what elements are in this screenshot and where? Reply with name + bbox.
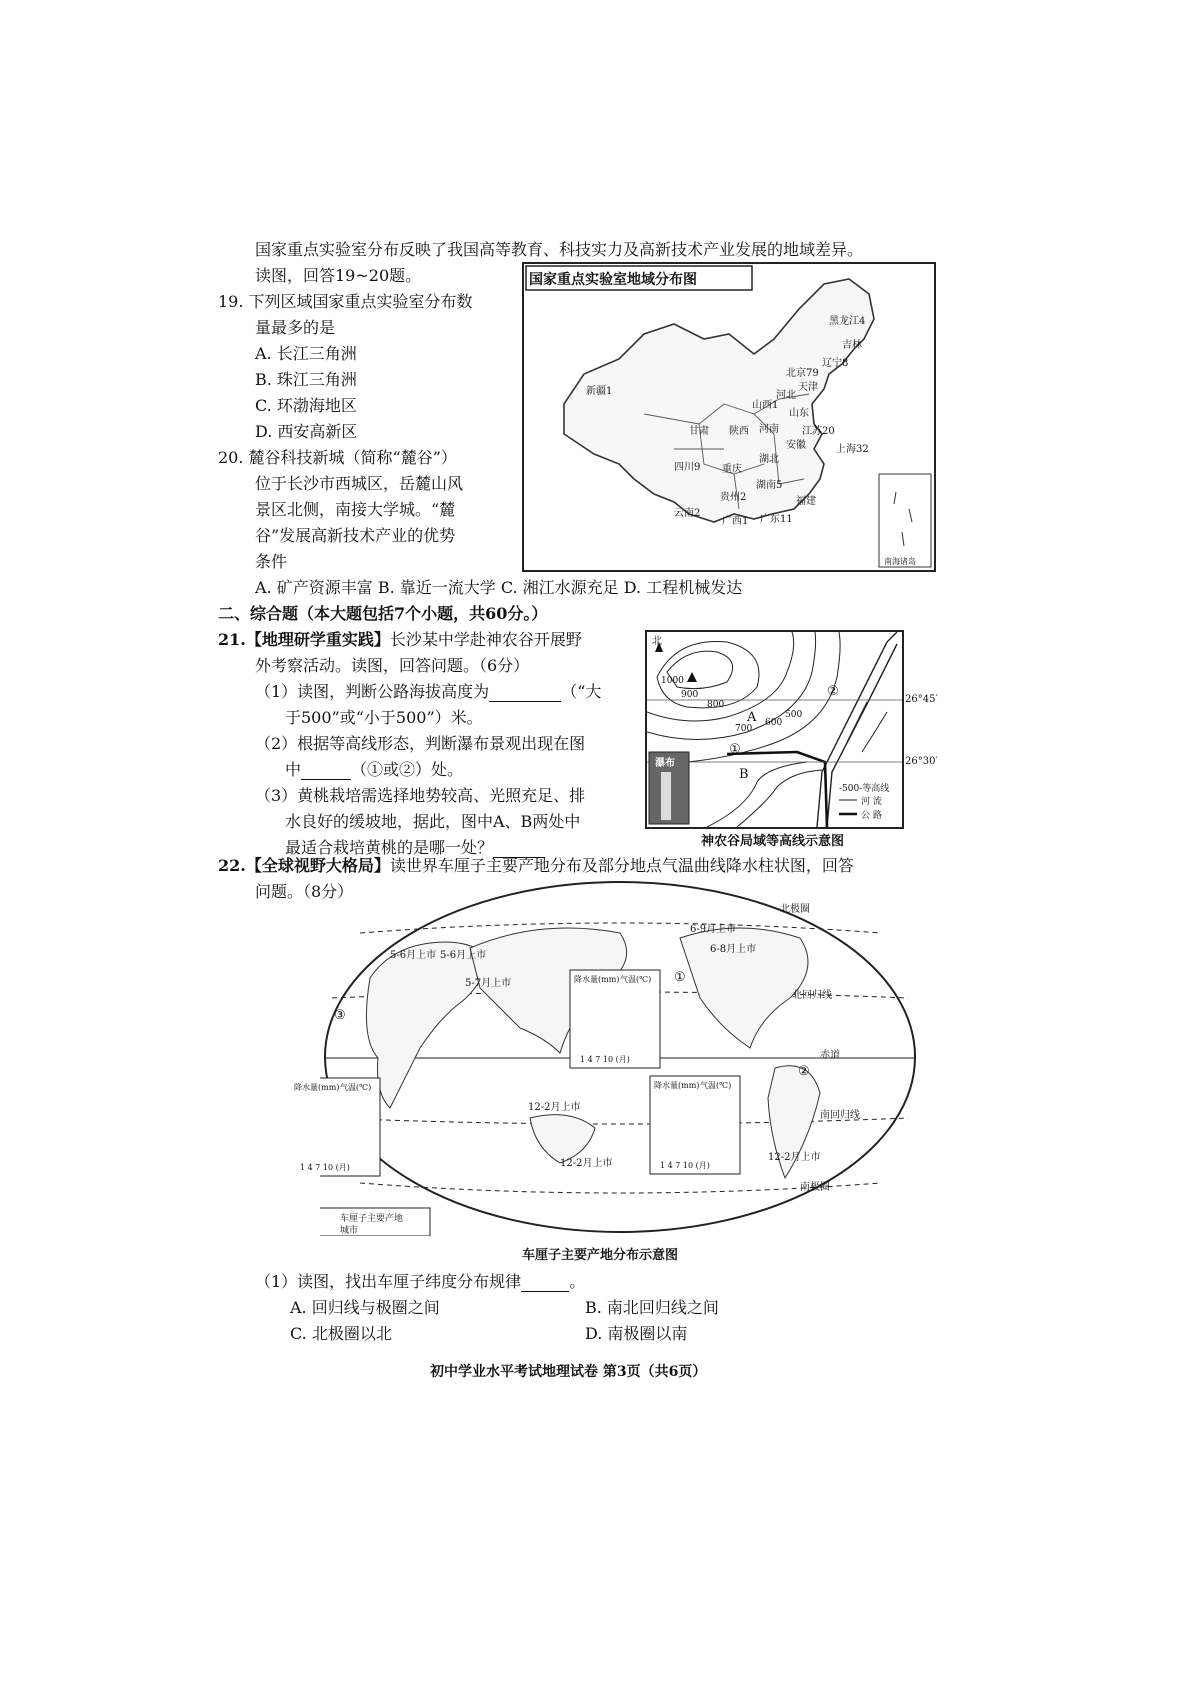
label-shaanxi: 陕西 bbox=[729, 426, 749, 437]
q22-stem-2: 问题。（8分） bbox=[255, 882, 354, 901]
legend-river: 河 流 bbox=[861, 797, 882, 807]
q20-options: A. 矿产资源丰富 B. 靠近一流大学 C. 湘江水源充足 D. 工程机械发达 bbox=[255, 578, 743, 597]
q22-sub1-text: （1）读图，找出车厘子纬度分布规律 bbox=[255, 1272, 522, 1291]
contour-600: 600 bbox=[765, 718, 783, 728]
latitude-label-2: 26°30′ bbox=[905, 756, 938, 767]
cherry-market-3: 5-7月上市 bbox=[465, 978, 512, 989]
label-shanxi: 山西1 bbox=[752, 400, 779, 411]
cherry-market-2: 5-6月上市 bbox=[440, 950, 487, 961]
label-anhui: 安徽 bbox=[786, 440, 806, 451]
point-b: B bbox=[739, 767, 749, 782]
tropic-cancer-label: 北回归线 bbox=[792, 990, 832, 1001]
label-guizhou: 贵州2 bbox=[720, 492, 747, 503]
cherry-market-5: 6-8月上市 bbox=[710, 944, 757, 955]
q21-stem-1: 长沙某中学赴神农谷开展野 bbox=[389, 630, 582, 649]
climate-1-temp-axis: 气温(℃) bbox=[620, 975, 652, 984]
label-guangdong: 广东11 bbox=[760, 514, 793, 525]
north-arrow-label: 北 bbox=[652, 636, 662, 647]
q19-stem-2: 量最多的是 bbox=[255, 318, 336, 337]
climate-1-precip-axis: 降水量(mm) bbox=[574, 975, 620, 984]
point-a: A bbox=[747, 710, 757, 725]
climate-3-months: 1 4 7 10 (月) bbox=[300, 1163, 350, 1172]
china-map-title: 国家重点实验室地域分布图 bbox=[529, 272, 697, 288]
waterfall-photo-label: 瀑布 bbox=[655, 758, 675, 769]
label-sichuan: 四川9 bbox=[674, 462, 701, 473]
contour-700: 700 bbox=[735, 724, 753, 734]
q21-sub1-line-2: 于500”或“小于500”）米。 bbox=[285, 708, 483, 727]
cherry-market-8: 12-2月上市 bbox=[768, 1152, 821, 1163]
label-jiangsu: 江苏20 bbox=[802, 426, 835, 437]
label-jilin: 吉林 bbox=[842, 340, 862, 351]
arctic-circle-label: 北极圈 bbox=[780, 904, 810, 915]
contour-500: 500 bbox=[785, 710, 803, 720]
climate-2-months: 1 4 7 10 (月) bbox=[660, 1161, 710, 1170]
q21-tag: 21.【地理研学重实践】 bbox=[218, 630, 390, 649]
cherry-market-1: 5-6月上市 bbox=[390, 950, 437, 961]
equator-label: 赤道 bbox=[820, 1050, 840, 1061]
world-map-caption: 车厘子主要产地分布示意图 bbox=[521, 1248, 678, 1263]
q22-sub1-blank[interactable] bbox=[521, 1275, 569, 1292]
q20-stem-1: 20. 麓谷科技新城（简称“麓谷”） bbox=[218, 448, 457, 467]
label-shanghai: 上海32 bbox=[836, 444, 869, 455]
cherry-market-7: 12-2月上市 bbox=[560, 1158, 613, 1169]
q19-option-a: A. 长江三角洲 bbox=[255, 344, 357, 363]
climate-2-precip-axis: 降水量(mm) bbox=[654, 1081, 700, 1090]
q22-option-a: A. 回归线与极圈之间 bbox=[290, 1298, 440, 1317]
q19-option-d: D. 西安高新区 bbox=[255, 422, 358, 441]
location-3: ③ bbox=[334, 1008, 346, 1023]
q21-sub3-line-1: （3）黄桃栽培需选择地势较高、光照充足、排 bbox=[255, 786, 586, 805]
q21-sub1-text: （1）读图，判断公路海拔高度为 bbox=[255, 682, 490, 701]
label-hebei: 河北 bbox=[776, 390, 796, 401]
legend-road: 公 路 bbox=[861, 811, 882, 821]
climate-2-temp-axis: 气温(℃) bbox=[700, 1081, 732, 1090]
q21-stem-2: 外考察活动。读图，回答问题。（6分） bbox=[255, 656, 530, 675]
intro-line-2: 读图，回答19~20题。 bbox=[255, 266, 422, 285]
label-xinjiang: 新疆1 bbox=[586, 386, 613, 397]
cherry-market-4: 6-9月上市 bbox=[690, 924, 737, 935]
label-hunan: 湖南5 bbox=[756, 480, 783, 491]
mark-1: ① bbox=[729, 742, 741, 757]
climate-3-temp-axis: 气温(℃) bbox=[340, 1083, 372, 1092]
label-henan: 河南 bbox=[759, 424, 779, 435]
label-gansu: 甘肃 bbox=[689, 426, 709, 437]
intro-line-1: 国家重点实验室分布反映了我国高等教育、科技实力及高新技术产业发展的地域差异。 bbox=[255, 240, 864, 259]
q21-sub2-line-1: （2）根据等高线形态，判断瀑布景观出现在图 bbox=[255, 734, 586, 753]
south-china-sea-note: 南海诸岛 bbox=[884, 557, 916, 566]
legend-city: 城市 bbox=[340, 1226, 359, 1236]
legend-cherry-area: 车厘子主要产地 bbox=[340, 1214, 404, 1224]
label-liaoning: 辽宁8 bbox=[822, 358, 849, 369]
q21-sub2-suffix: （①或②）处。 bbox=[351, 760, 464, 779]
label-yunnan: 云南2 bbox=[674, 508, 701, 519]
label-hubei: 湖北 bbox=[759, 454, 779, 465]
q21-sub3-line-3: 最适合栽培黄桃的是哪一处？ bbox=[285, 838, 494, 857]
legend-contour: -500-等高线 bbox=[839, 784, 890, 794]
q22-stem-1: 读世界车厘子主要产地分布及部分地点气温曲线降水柱状图，回答 bbox=[389, 856, 854, 875]
q19-option-c: C. 环渤海地区 bbox=[255, 396, 357, 415]
mark-2: ② bbox=[827, 684, 839, 699]
q20-stem-5: 条件 bbox=[255, 552, 288, 571]
q21-sub1-blank[interactable] bbox=[489, 685, 561, 702]
cherry-market-6: 12-2月上市 bbox=[528, 1102, 581, 1113]
q21-sub1-tail: （“大 bbox=[561, 682, 602, 701]
q19-option-b: B. 珠江三角洲 bbox=[255, 370, 357, 389]
contour-map bbox=[645, 630, 938, 829]
contour-1000: 1000 bbox=[661, 676, 684, 686]
contour-900: 900 bbox=[681, 690, 699, 700]
q21-sub2-prefix: 中 bbox=[285, 760, 302, 779]
antarctic-circle-label: 南极圈 bbox=[800, 1182, 830, 1193]
q22-option-d: D. 南极圈以南 bbox=[585, 1324, 688, 1343]
q22-option-c: C. 北极圈以北 bbox=[290, 1324, 392, 1343]
climate-3-precip-axis: 降水量(mm) bbox=[294, 1083, 340, 1092]
label-tianjin: 天津 bbox=[798, 382, 818, 393]
label-guangxi: 广西1 bbox=[722, 516, 749, 527]
label-fujian: 福建 bbox=[796, 496, 816, 507]
label-beijing: 北京79 bbox=[786, 368, 819, 379]
q20-stem-2: 位于长沙市西城区，岳麓山风 bbox=[255, 474, 464, 493]
location-2: ② bbox=[798, 1064, 810, 1079]
latitude-label-1: 26°45′ bbox=[905, 694, 938, 705]
contour-800: 800 bbox=[707, 700, 725, 710]
label-chongqing: 重庆 bbox=[722, 464, 742, 475]
label-shandong: 山东 bbox=[789, 408, 809, 419]
section-2-heading: 二、综合题（本大题包括7个小题，共60分。） bbox=[218, 604, 548, 623]
q21-sub3-line-2: 水良好的缓坡地，据此，图中A、B两处中 bbox=[285, 812, 581, 831]
china-lab-map bbox=[522, 262, 936, 572]
q20-stem-4: 谷”发展高新技术产业的优势 bbox=[255, 526, 456, 545]
page-footer: 初中学业水平考试地理试卷 第3页（共6页） bbox=[430, 1364, 707, 1380]
contour-map-caption: 神农谷局域等高线示意图 bbox=[700, 834, 844, 849]
location-1: ① bbox=[674, 970, 686, 985]
climate-1-months: 1 4 7 10 (月) bbox=[580, 1055, 630, 1064]
label-heilongjiang: 黑龙江4 bbox=[829, 316, 866, 327]
q19-stem-1: 19. 下列区域国家重点实验室分布数 bbox=[218, 292, 473, 311]
q21-sub2-blank[interactable] bbox=[301, 763, 351, 780]
q22-option-b: B. 南北回归线之间 bbox=[585, 1298, 719, 1317]
q20-stem-3: 景区北侧，南接大学城。“麓 bbox=[255, 500, 456, 519]
q22-tag: 22.【全球视野大格局】 bbox=[218, 856, 390, 875]
tropic-capricorn-label: 南回归线 bbox=[820, 1110, 860, 1121]
